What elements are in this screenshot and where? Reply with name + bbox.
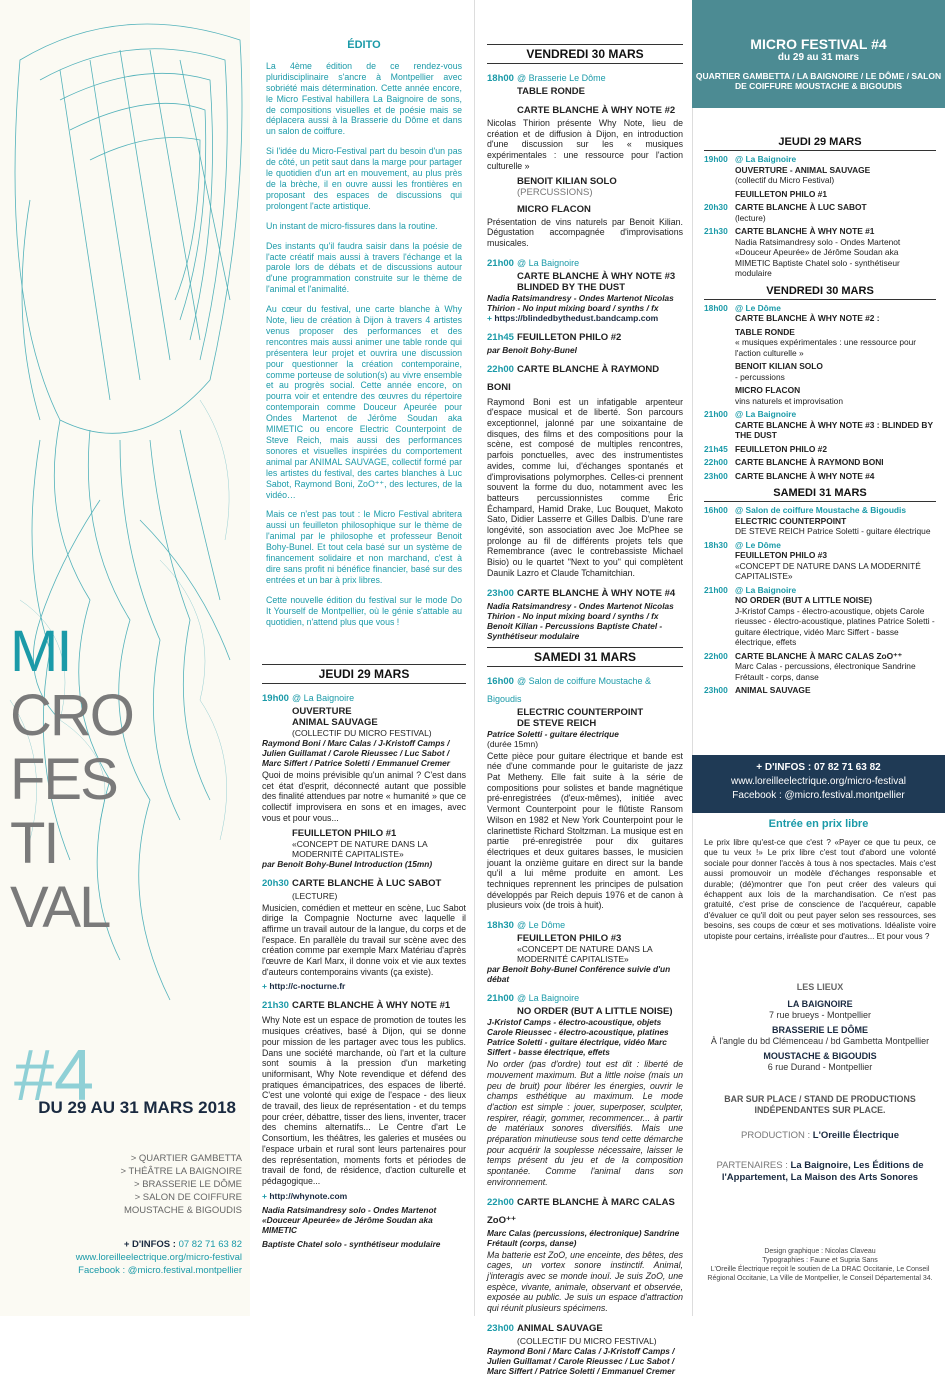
- schedule-venue: @ Le Dôme: [735, 302, 781, 313]
- schedule-title: CARTE BLANCHE À WHY NOTE #4: [735, 470, 875, 481]
- schedule-venue: @ La Baignoire: [735, 584, 797, 595]
- partners: PARTENAIRES : La Baignoire, Les Éditions de l'Appartement, La Maison des Arts Sonores: [716, 1160, 924, 1183]
- cover-column: [0, 0, 250, 1316]
- schedule-row: [704, 226, 936, 279]
- facebook-link[interactable]: Facebook : @micro.festival.montpellier: [732, 790, 905, 801]
- schedule-time: 21h30: [704, 226, 728, 236]
- schedule-time: 16h00: [704, 505, 728, 515]
- schedule-row: [704, 154, 936, 186]
- programme-vendredi-samedi: VENDREDI 30 MARS 18h00 @ Brasserie Le Dôme TABLE RONDE CARTE BLANCHE À WHY NOTE #2 Nicolas Thirion présente Why Note, lieu de création et de diffusion à Dijon, en introduction d'une discussion sur les « musiques expérimentales : une ressource pour l'action culturelle » BENOIT KILIAN SOLO (PERCUSSIONS) MICRO FLACON Présentation de vins naturels par Benoit Kilian. Dégustation accompagnée d'improvisations musicales. 21h00 @ La Baignoire CARTE BLANCHE À WHY NOTE #3 BLINDED BY THE DUST Nadia Ratsimandresy - Ondes Martenot Nicolas Thirion - No input mixing board / synths / fx + https://blindedbythedust.bandcamp.com 21h45 FEUILLETON PHILO #2 par Benoit Bohy-Bunel 22h00 CARTE BLANCHE À RAYMOND BONI Raymond Boni est un infatigable arpenteur d'espace musical et de liberté. Son parcours exceptionnel, jalonné par une soixantaine de disques, des films et des compositions pour la scène, est composé de multiples rencontres, parfois ponctuelles, avec des instrumentistes avides, comme lui, d'échanges spontanés et d'improvisations polymorphes. Celles-ci prennent souvent la forme du duo, notamment avec les batteurs percussionnistes comme Éric Échampard, Hamid Drake, Luc Bouquet, Makoto Sato, Didier Lasserre et Gilles Dalbis. D'une rare longévité, son association avec Joe McPhee se prolonge au fil de différents projets tels que Remembrance (avec le contrebassiste Michael Bisio) ou le quartet "Next to you" qui complètent Daunik Lazro et Claude Tchamitchian. 23h00 CARTE BLANCHE À WHY NOTE #4 Nadia Ratsimandresy - Ondes Martenot Nicolas Thirion - No input mixing board / synths / fx Benoit Kilian - Percussions Baptiste Chatel - Synthétiseur modulaire SAMEDI 31 MARS 16h00 @ Salon de coiffure Moustache & Bigoudis ELECTRIC COUNTERPOINT DE STEVE REICH Patrice Soletti - guitare électrique (durée 15mn) Cette pièce pour guitare électrique et bande est née d'une commande pour le guitariste de jazz Pat Metheny. Elle fait suite à la série de compositions pour solistes et bande magnétique pré-enregistrées (d'eux-mêmes), initiée avec Vermont Counterpoint pour le flûtiste Ransom Wilson en 1982 et New York Counterpoint pour le clarinettiste Richard Stoltzman. La musique est en partie pré-enregistrée pour dix guitares électriques et deux guitares basses, le musicien jouant la onzième guitare en direct sur la bande qu'il a lui même produite en amont. Les techniques reprennent les principes de pulsation développés par Reich depuis 1976 et de canon à plusieurs voix (de trois à huit). 18h30 @ Le Dôme FEUILLETON PHILO #3 «CONCEPT DE NATURE DANS LA MODERNITÉ CAPITALISTE» par Benoit Bohy-Bunel Conférence suivie d'un débat 21h00 @ La Baignoire NO ORDER (BUT A LITTLE NOISE) J-Kristof Camps - électro-acoustique, objets Carole Rieussec - électro-acoustique, platines Patrice Soletti - guitare électrique, vidéo Marc Siffert - basse électrique, effets No order (pas d'ordre) tout est dit : liberté de mouvement maximum. But a little noise (mais un peu de bruit) pour libérer les énergies, ouvrir le champs esthétique au maximum. Le mode d'action est simple : jouer, superposer, sculpter, respirer, réagir, gommer, recommencer... à partir de matériaux sonores diversifiés. Mais une préparation minutieuse sous tend cette démarche pour acquérir la souplesse nécessaire, laisser le temps présent du jeu et de la composition spontanée. Comme l'animal dans son environnement. 22h00 CARTE BLANCHE À MARC CALAS ZoO⁺⁺ Marc Calas (percussions, électronique) Sandrine Frétault (corps, danse) Ma batterie est ZoO, une enceinte, des bêtes, des cages, un vortex sonore instinctif. Animal, j'interagis avec se monde inouï. Je suis ZoO, une espèce, vivante, animale, observant et observée, exposée au public. Je suis un espace d'attraction qui réunit plusieurs spécimens. 23h00 ANIMAL SAUVAGE (COLLECTIF DU MICRO FESTIVAL) Raymond Boni / Marc Calas / J-Kristoff Camps / Julien Guillamat / Carole Rieussec / Luc Sabot / Marc Siffert / Patrice Soletti / Emmanuel Cremer: [487, 44, 683, 1380]
- schedule-title: CARTE BLANCHE À WHY NOTE #3 : BLINDED BY THE DUST: [735, 419, 933, 440]
- schedule-time: 18h30: [704, 539, 728, 550]
- schedule-row: [704, 540, 936, 582]
- schedule-title: ELECTRIC COUNTERPOINT: [735, 515, 847, 526]
- price-heading: Entrée en prix libre: [768, 818, 869, 830]
- schedule-detail: DE STEVE REICH Patrice Soletti - guitare électrique: [735, 526, 931, 536]
- schedule-row: [704, 409, 936, 441]
- day-header: JEUDI 29 MARS: [262, 664, 466, 684]
- schedule-title: FEUILLETON PHILO #3: [735, 550, 827, 560]
- schedule-row: [704, 685, 936, 696]
- schedule-row: [704, 505, 936, 537]
- schedule-time: 20h30: [704, 202, 728, 212]
- external-link[interactable]: + http://c-nocturne.fr: [262, 981, 466, 991]
- bar-note: BAR SUR PLACE / STAND DE PRODUCTIONS INDÉPENDANTES SUR PLACE.: [724, 1094, 916, 1115]
- schedule-venue: @ La Baignoire: [735, 154, 797, 164]
- schedule-detail: Nadia Ratsimandresy solo - Ondes Martenot «Douceur Apeurée» de Jérôme Soudan aka MIMETIC Baptiste Chatel solo - synthétiseur modulaire: [735, 236, 901, 278]
- venues: LES LIEUX LA BAIGNOIRE 7 rue brueys - Montpellier BRASSERIE LE DÔME À l'angle du bd Clémenceau / bd Gambetta Montpellier MOUSTACHE & BIGOUDIS 6 rue Durand - Montpellier: [710, 982, 930, 1072]
- schedule-time: [704, 327, 735, 359]
- schedule-row: [704, 385, 936, 406]
- external-link[interactable]: + http://whynote.com: [262, 1191, 466, 1201]
- schedule-time: 21h00: [704, 584, 728, 595]
- edito-title: ÉDITO: [347, 39, 381, 51]
- schedule-row: [704, 585, 936, 648]
- schedule-row: [704, 651, 936, 683]
- schedule-title: NO ORDER (BUT A LITTLE NOISE): [735, 595, 873, 605]
- schedule-title: CARTE BLANCHE À MARC CALAS ZoO⁺⁺: [735, 650, 903, 661]
- schedule-venue: @ Le Dôme: [735, 539, 781, 550]
- festival-header: MICRO FESTIVAL #4 du 29 au 31 mars QUARTIER GAMBETTA / LA BAIGNOIRE / LE DÔME / SALON DE COIFFURE MOUSTACHE & BIGOUDIS: [692, 0, 945, 108]
- schedule-time: [704, 189, 735, 200]
- schedule-row: [704, 202, 936, 223]
- external-link[interactable]: + https://blindedbythedust.bandcamp.com: [487, 313, 683, 323]
- credits: Design graphique : Nicolas Claveau Typographies : Faune et Supria Sans L'Oreille Électrique reçoit le soutien de La DRAC Occitanie, Le Conseil Régional Occitanie, La Ville de Montpellier, le Conseil Départemental 34.: [707, 1248, 933, 1282]
- schedule-row: [704, 189, 936, 200]
- schedule-detail: « musiques expérimentales : une ressource pour l'action culturelle »: [735, 337, 917, 358]
- info-box: + D'INFOS : 07 82 71 63 82 www.loreilleelectrique.org/micro-festival Facebook : @micro.festival.montpellier: [692, 755, 945, 813]
- schedule-title: FEUILLETON PHILO #1: [735, 188, 827, 199]
- schedule-title: MICRO FLACON: [735, 385, 801, 395]
- schedule-time: 21h45: [704, 443, 728, 454]
- schedule-venue: @ La Baignoire: [735, 409, 797, 419]
- schedule-detail: «CONCEPT DE NATURE DANS LA MODERNITÉ CAPITALISTE»: [735, 560, 921, 581]
- schedule-row: [704, 327, 936, 359]
- event: 19h00 @ La Baignoire OUVERTURE ANIMAL SAUVAGE (COLLECTIF DU MICRO FESTIVAL) Raymond Boni / Marc Calas / J-Kristoff Camps / Julien Guillamat / Carole Rieussec / Luc Sabot / Marc Siffert / Patrice Soletti / Emmanuel Cremer Quoi de moins prévisible qu'un animal ? C'est dans cet état d'esprit, déconnecté autant que possible des finalité attendues par notre « humanité » que ce collectif improvisera en sons et en images, avec vous et pour vous... FEUILLETON PHILO #1 «CONCEPT DE NATURE DANS LA MODERNITÉ CAPITALISTE» par Benoit Bohy-Bunel Introduction (15mn): [262, 693, 466, 869]
- schedule-detail: Marc Calas - percussions, électronique Sandrine Frétault - corps, danse: [735, 661, 916, 682]
- schedule-title: BENOIT KILIAN SOLO: [735, 361, 823, 371]
- schedule-row: [704, 361, 936, 382]
- schedule-time: 18h00: [704, 302, 728, 313]
- schedule-title: CARTE BLANCHE À WHY NOTE #1: [735, 226, 875, 236]
- programme-jeudi: [262, 658, 466, 1253]
- website-link[interactable]: www.loreilleelectrique.org/micro-festival: [75, 1252, 242, 1263]
- schedule-detail: - percussions: [735, 371, 785, 382]
- event: 20h30 CARTE BLANCHE À LUC SABOT (LECTURE) Musicien, comédien et metteur en scène, Luc Sabot dirige la Compagnie Nocturne avec laquelle il affirme un travail autour de la langue, du corps et de l'espace. En parallèle du travail sur scène avec des création comme par exemple Marx Matériau d'après l'œuvre de Karl Marx, il donne voix et vie aux textes d'auteurs contemporains vivants (ça existe). + http://c-nocturne.fr: [262, 873, 466, 992]
- venue-list: > QUARTIER GAMBETTA > THÉÂTRE LA BAIGNOIRE > BRASSERIE LE DÔME > SALON DE COIFFURE MOUSTACHE & BIGOUDIS: [120, 1153, 242, 1216]
- edito-section: ÉDITO La 4ème édition de ce rendez-vous pluridisciplinaire s'ancre à Montpellier avec sobriété mais détermination. Cette année encore, le Micro Festival habillera La Baignoire de sons, de compositions visuelles et de poésie mais se déplacera aussi à la Brasserie du Dôme et dans un salon de coiffure. Si l'idée du Micro-Festival part du besoin d'un pas de côté, un petit saut dans la marge pour partager le quotidien d'un art en mouvement, au plus près de la brèche, il en ouvre aussi les frontières en proposant des espaces de discussions qui prolongent l'acte artistique. Un instant de micro-fissures dans la routine. Des instants qu'il faudra saisir dans la poésie de l'acte créatif mais aussi à travers l'échange et la parole lors de débats et de discussions autour d'une programmation construite sur le thème de l'animal et l'animalité. Au cœur du festival, une carte blanche à Why Note, lieu de création à Dijon à travers 4 artistes venus proposer des performances et des rencontres mais aussi animer une table ronde qui présentera leur projet et ouvrira une discussion pour questionner la création contemporaine, comme porteuse de solution(s) au vivre ensemble et au progrès social. Cette année encore, on pourra voir et entendre des œuvres du répertoire contemporain comme Douceur Apeurée pour Ondes Martenot de Jérôme Soudan aka MIMETIC ou encore Electric Counterpoint de Steve Reich, mais aussi des performances sonores et visuelles inspirées du comportement animal par ANIMAL SAUVAGE, collectif formé par les artistes du festival, des cartes blanches à Luc Sabot, Raymond Boni, ZoO⁺⁺, des lectures, de la vidéo… Mais ce n'est pas tout : le Micro Festival abritera aussi un feuilleton philosophique sur le thème de l'animal par le philosophe et professeur Benoit Bohy-Bunel. Et tout cela basé sur un système de financement solidaire et non marchand, c'est à dire sans profit ni bénéfice financier, basé sur des entrées et un bar à prix libres. Cette nouvelle édition du festival sur le mode Do It Yourself de Montpellier, où le génie s'attable au quotidien, n'attend plus que vous !: [266, 39, 462, 627]
- schedule-title: ANIMAL SAUVAGE: [735, 685, 811, 695]
- schedule-row: [704, 471, 936, 482]
- website-link[interactable]: www.loreilleelectrique.org/micro-festival: [730, 776, 907, 787]
- schedule-time: 22h00: [704, 650, 728, 661]
- schedule-time: 22h00: [704, 457, 728, 467]
- schedule-venue: @ Salon de coiffure Moustache & Bigoudis: [735, 505, 907, 515]
- schedule-time: 23h00: [704, 470, 728, 481]
- schedule-time: [704, 385, 735, 406]
- schedule-detail: J-Kristof Camps - électro-acoustique, objets Carole rieussec - électro-acoustique, platines Patrice Soletti - guitare électrique, vidéo Marc Siffert - basse électrique, effets: [735, 605, 935, 647]
- schedule-detail: vins naturels et improvisation: [735, 395, 843, 406]
- schedule-detail: (collectif du Micro Festival): [735, 175, 835, 185]
- schedule-row: [704, 303, 936, 324]
- schedule-title: CARTE BLANCHE À WHY NOTE #2 :: [735, 313, 880, 323]
- schedule-time: [704, 361, 735, 382]
- schedule-row: [704, 457, 936, 468]
- schedule-title: FEUILLETON PHILO #2: [735, 443, 827, 454]
- schedule-summary: JEUDI 29 MARS 19h00 @ La Baignoire OUVERTURE - ANIMAL SAUVAGE (collectif du Micro Festival) FEUILLETON PHILO #1 20h30 CARTE BLANCHE À LUC SABOT (lecture) 21h30 CARTE BLANCHE À WHY NOTE #1 Nadia Ratsimandresy solo - Ondes Martenot «Douceur Apeurée» de Jérôme Soudan aka MIMETIC Baptiste Chatel solo - synthétiseur modulaire VENDREDI 30 MARS 18h00 @ Le Dôme CARTE BLANCHE À WHY NOTE #2 : TABLE RONDE « musiques expérimentales : une ressource pour l'action culturelle » BENOIT KILIAN SOLO - percussions MICRO FLACON vins naturels et improvisation 21h00 @ La Baignoire CARTE BLANCHE À WHY NOTE #3 : BLINDED BY THE DUST 21h45 FEUILLETON PHILO #2 22h00 CARTE BLANCHE À RAYMOND BONI 23h00 CARTE BLANCHE À WHY NOTE #4 SAMEDI 31 MARS 16h00 @ Salon de coiffure Moustache & Bigoudis ELECTRIC COUNTERPOINT DE STEVE REICH Patrice Soletti - guitare électrique 18h30 @ Le Dôme FEUILLETON PHILO #3 «CONCEPT DE NATURE DANS LA MODERNITÉ CAPITALISTE» 21h00 @ La Baignoire NO ORDER (BUT A LITTLE NOISE) J-Kristof Camps - électro-acoustique, objets Carole rieussec - électro-acoustique, platines Patrice Soletti - guitare électrique, vidéo Marc Siffert - basse électrique, effets 22h00 CARTE BLANCHE À MARC CALAS ZoO⁺⁺ Marc Calas - percussions, électronique Sandrine Frétault - corps, danse 23h00 ANIMAL SAUVAGE: [704, 136, 935, 695]
- production: PRODUCTION : L'Oreille Électrique: [741, 1130, 899, 1141]
- edition-number: #4: [14, 1036, 95, 1116]
- schedule-time: 21h00: [704, 409, 728, 419]
- schedule-time: 23h00: [704, 685, 728, 695]
- price-text: Le prix libre qu'est-ce que c'est ? «Payer ce que tu peux, ce que tu veux !» Le prix libre c'est tout d'abord une volonté sociale pour donner l'accès à tous à nos spectacles. Mais c'est aussi promouvoir un modèle d'échanges responsable et durable; (dé)montrer que l'on peut créer des valeurs qui échappent aux lois de la marchandisation. Ce n'est pas gratuité, c'est prise de conscience de l'acquéreur, capable d'évaluer ce qu'il doit ou peut payer selon ses ressources, ses besoins, ses coups de cœur et ses motivations. Idéaliste voire utopiste pour certains, irréaliste pour d'autres... Et pour vous ?: [704, 838, 936, 941]
- festival-dates: DU 29 AU 31 MARS 2018: [38, 1098, 236, 1117]
- festival-wordmark: MI CRO FES TI VAL: [10, 619, 133, 940]
- schedule-time: 19h00: [704, 154, 728, 164]
- event: 21h30 CARTE BLANCHE À WHY NOTE #1 Why Note est un espace de promotion de toutes les musiques créatives, basé à Dijon, qui se donne pour mission de les partager avec tous les publics. Dans une société marchande, où l'art et la culture sont soumis à la pression d'un marketing uniformisant, Why Note revendique et défend des pratiques émancipatrices, des espaces de liberté. C'est une volonté qui exige de l'espace - des lieux de travail, des lieux de représentation - et du temps pour créer, débattre, tisser des liens, inventer, tracer des chemins alternatifs... Le Centre d'art Le Consortium, les théâtres, les galeries et musées ou l'espace urbain et rural sont leurs partenaires pour des représentation, moments forts et périodes de travail de fond, de résidence, d'action culturelle et pédagogique... + http://whynote.com Nadia Ratsimandresy solo - Ondes Martenot «Douceur Apeurée» de Jérôme Soudan aka MIMETIC Baptiste Chatel solo - synthétiseur modulaire: [262, 995, 466, 1248]
- schedule-title: OUVERTURE - ANIMAL SAUVAGE: [735, 164, 871, 175]
- schedule-detail: (lecture): [735, 212, 766, 223]
- schedule-title: CARTE BLANCHE À RAYMOND BONI: [735, 457, 884, 467]
- schedule-title: TABLE RONDE: [735, 326, 795, 337]
- contact-info: + D'INFOS : 07 82 71 63 82 www.loreilleelectrique.org/micro-festival Facebook : @micro.festival.montpellier: [2, 1238, 242, 1277]
- schedule-title: CARTE BLANCHE À LUC SABOT: [735, 202, 867, 212]
- schedule-row: [704, 444, 936, 455]
- facebook-link[interactable]: Facebook : @micro.festival.montpellier: [78, 1265, 242, 1276]
